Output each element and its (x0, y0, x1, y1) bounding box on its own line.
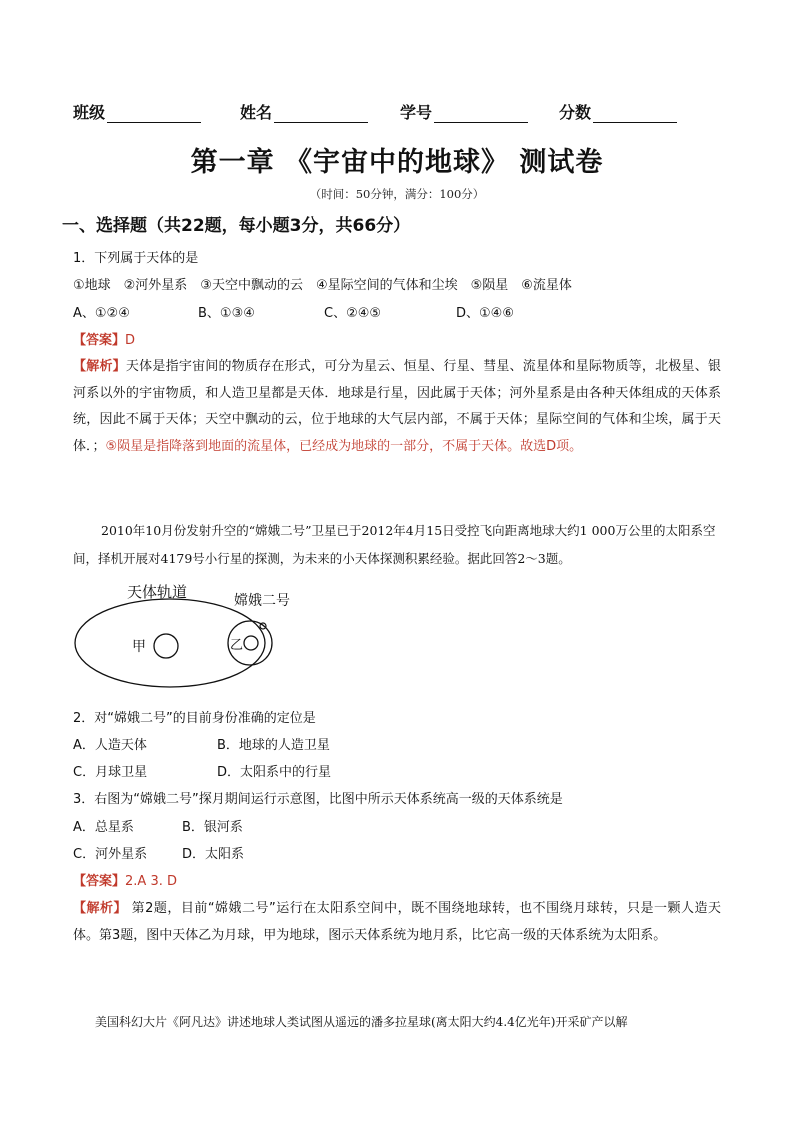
q2-option-b[interactable]: B．地球的人造卫星 (217, 738, 330, 753)
jia-label: 甲 (132, 639, 146, 655)
q1-option-d[interactable]: D、①④⑥ (456, 306, 514, 321)
q1-option-c[interactable]: C、②④⑤ (324, 306, 382, 321)
q2-option-d[interactable]: D．太阳系中的行星 (217, 765, 332, 780)
q1-items: ①地球 ②河外星系 ③天空中飘动的云 ④星际空间的气体和尘埃 ⑤陨星 ⑥流星体 (73, 278, 572, 293)
name-label: 姓名 (240, 103, 273, 122)
name-field (240, 100, 368, 123)
student-id-blank[interactable] (434, 102, 528, 123)
q23-answer-value: 2.A 3. D (125, 874, 177, 889)
yi-label: 乙 (230, 638, 244, 653)
class-field (73, 100, 201, 123)
q2-stem: 2．对“嫦娥二号”的目前身份准确的定位是 (73, 711, 316, 726)
student-id-field (400, 100, 528, 123)
q3-option-a[interactable]: A．总星系 (73, 820, 134, 835)
q23-analysis-tag: 【解析】 (73, 901, 127, 916)
q1-option-a[interactable]: A、①②④ (73, 306, 130, 321)
q3-option-c[interactable]: C．河外星系 (73, 847, 148, 862)
q2-option-a[interactable]: A．人造天体 (73, 738, 147, 753)
class-blank[interactable] (107, 102, 201, 123)
q1-answer (73, 332, 135, 350)
q3-stem: 3．右图为“嫦娥二号”探月期间运行示意图，比图中所示天体系统高一级的天体系统是 (73, 792, 563, 807)
q1-stem: 1．下列属于天体的是 (73, 251, 199, 266)
q3-options-row2 (73, 846, 473, 864)
student-id-label: 学号 (400, 103, 433, 122)
q1-analysis-highlight: ⑤陨星是指降落到地面的流星体，已经成为地球的一部分，不属于天体。故选D项。 (105, 438, 583, 454)
q1-analysis-tag: 【解析】 (73, 359, 126, 374)
q1-answer-tag: 【答案】 (73, 333, 126, 348)
class-label: 班级 (73, 103, 106, 122)
q2-option-c[interactable]: C．月球卫星 (73, 765, 148, 780)
q1-option-b[interactable]: B、①③④ (198, 306, 255, 321)
score-label: 分数 (559, 103, 592, 122)
q1-answer-value: D (125, 333, 136, 348)
q1-options (73, 305, 713, 323)
q23-answer-tag: 【答案】 (73, 874, 126, 889)
passage-avatar: 美国科幻大片《阿凡达》讲述地球人类试图从遥远的潘多拉星球(离太阳大约4.4亿光年)开采矿产以解 (95, 1015, 628, 1029)
page-title: 第一章 《宇宙中的地球》 测试卷 (190, 147, 604, 178)
q2-options-row1 (73, 737, 473, 755)
q3-option-b[interactable]: B．银河系 (182, 820, 243, 835)
student-info-row (73, 100, 713, 126)
score-field (559, 100, 677, 123)
q23-answer (73, 873, 177, 891)
page-subtitle: （时间：50分钟，满分：100分） (309, 187, 485, 201)
q1-analysis-text: 天体是指宇宙间的物质存在形式，可分为星云、恒星、行星、彗星、流星体和星际物质等，北极星、银河系以外的宇宙物质，和人造卫星都是天体．地球是行星，因此属于天体；河外星系是由各种天体组成的天体系统，因此不属于天体；天空中飘动的云，位于地球的大气层内部，不属于天体；星际空间的气体和尘埃，属于天体．； (73, 359, 721, 454)
moon-circle (244, 636, 258, 650)
section-heading: 一、选择题（共22题，每小题3分，共66分） (62, 216, 411, 236)
q2-options-row2 (73, 764, 473, 782)
q3-option-d[interactable]: D．太阳系 (182, 847, 245, 862)
q1-analysis (73, 354, 721, 460)
q23-analysis (73, 896, 721, 949)
passage-change2: 2010年10月份发射升空的“嫦娥二号”卫星已于2012年4月15日受控飞向距离地球大约1 000万公里的太阳系空间，择机开展对4179号小行星的探测，为未来的小天体探测积累经验。据此回答2～3题。 (73, 523, 716, 566)
score-blank[interactable] (593, 102, 677, 123)
q23-analysis-text: 第2题，目前“嫦娥二号”运行在太阳系空间中，既不围绕地球转，也不围绕月球转，只是一颗人造天体。第3题，图中天体乙为月球，甲为地球，图示天体系统为地月系，比它高一级的天体系统为太阳系。 (73, 901, 721, 943)
probe-label: 嫦娥二号 (234, 593, 290, 609)
earth-circle (154, 634, 178, 658)
name-blank[interactable] (274, 102, 368, 123)
orbit-label: 天体轨道 (127, 583, 188, 601)
q3-options-row1 (73, 819, 473, 837)
orbit-diagram (70, 580, 330, 690)
